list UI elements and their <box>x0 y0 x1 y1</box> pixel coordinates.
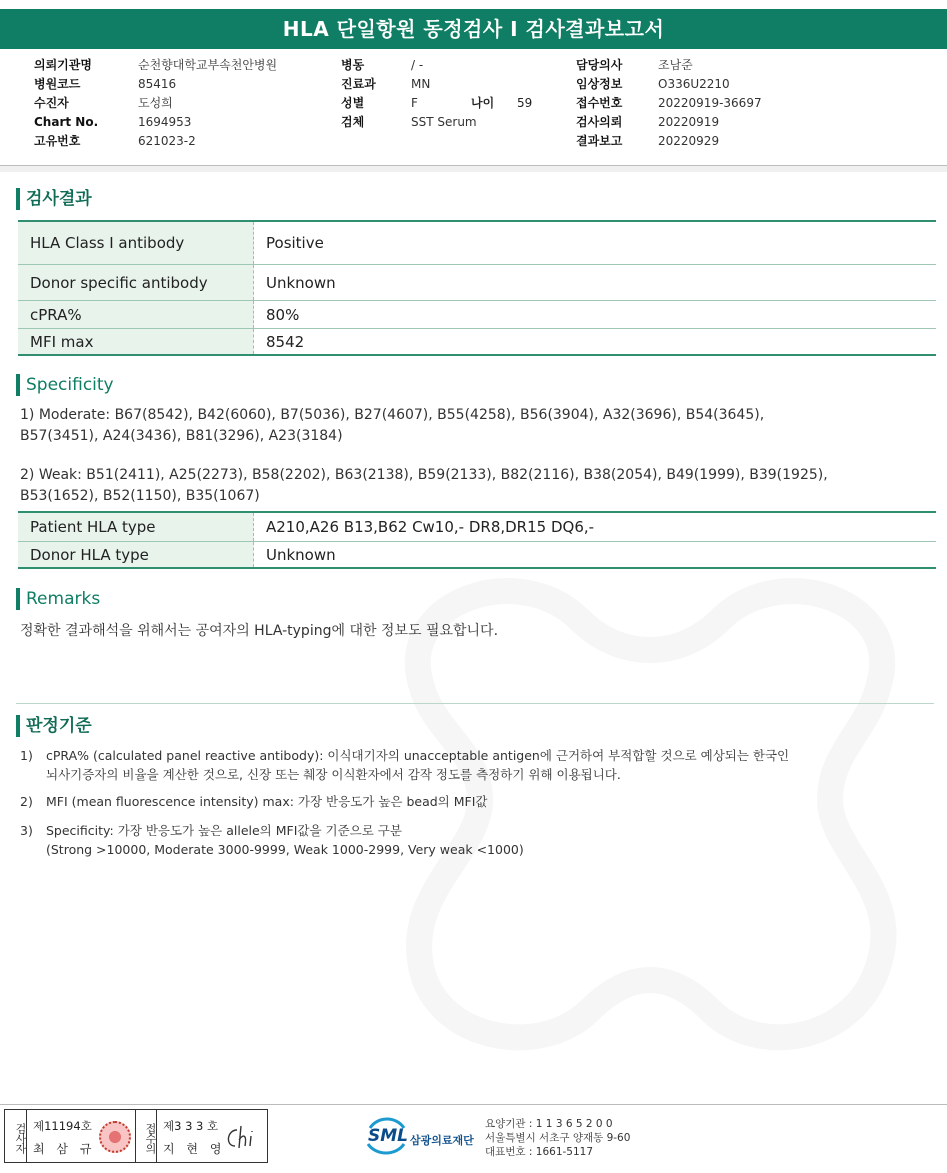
info-row: Chart No. 1694953 <box>34 115 192 129</box>
table-value: A210,A26 B13,B62 Cw10,- DR8,DR15 DQ6,- <box>266 518 595 536</box>
confirmer-license: 제3 3 3 호 <box>163 1119 219 1133</box>
table-value: Unknown <box>266 273 336 292</box>
table-row <box>18 222 936 265</box>
criteria-item: 1) cPRA% (calculated panel reactive antibody): 이식대기자의 unacceptable antigen에 근거하여 부적합할 것으로 예상되는 한국인 뇌사기증자의 비율을 계산한 것으로, 신장 또는 췌장 이식환자에서 감작 정도를 측정하기 위해 이용됩니다. <box>20 748 790 782</box>
checker-label: 검사자 <box>5 1110 27 1162</box>
divider <box>0 1104 947 1105</box>
table-label: Donor HLA type <box>18 542 254 567</box>
results-table <box>18 220 936 356</box>
table-label: Patient HLA type <box>18 513 254 541</box>
confirmer-name: 지 현 영 <box>163 1142 226 1156</box>
table-row <box>18 542 936 569</box>
info-row: 의뢰기관명 순천향대학교부속천안병원 <box>34 58 278 72</box>
report-title: HLA 단일항원 동정검사 I 검사결과보고서 <box>0 9 947 49</box>
table-value: Positive <box>266 234 324 252</box>
info-row: 결과보고 20220929 <box>576 134 720 148</box>
criteria-item: 2) MFI (mean fluorescence intensity) max: 가장 반응도가 높은 bead의 MFI값 <box>20 794 488 809</box>
info-row: 수진자 도성희 <box>34 96 173 110</box>
table-row <box>18 265 936 301</box>
checker-name: 최 삼 규 <box>33 1142 96 1156</box>
confirmer-label: 접수의 <box>135 1110 157 1162</box>
divider <box>0 166 947 172</box>
info-row: 임상정보 O336U2210 <box>576 77 730 91</box>
hla-type-table <box>18 511 936 569</box>
specificity-weak: 2) Weak: B51(2411), A25(2273), B58(2202), B63(2138), B59(2133), B82(2116), B38(2054), B49(1999), B39(1925), B53(1652), B52(1150), B35(1067) <box>20 467 828 504</box>
age-label: 나이 <box>471 96 495 110</box>
table-value: 80% <box>266 305 300 324</box>
table-label: cPRA% <box>18 301 254 328</box>
info-row: 검사의뢰 20220919 <box>576 115 720 129</box>
table-label: HLA Class I antibody <box>18 222 254 264</box>
info-row: 담당의사 조남준 <box>576 58 693 72</box>
info-row: 성별 F 나이 59 <box>341 94 477 113</box>
org-address: 요양기관 : 1 1 3 6 5 2 0 0 서울특별시 서초구 양재동 9-60 대표번호 : 1661-5117 <box>485 1118 631 1158</box>
table-row <box>18 301 936 329</box>
info-column-3 <box>576 56 762 151</box>
org-name: 삼광의료재단 <box>410 1134 474 1147</box>
info-row: 병원코드 85416 <box>34 77 177 91</box>
remarks-text: 정확한 결과해석을 위해서는 공여자의 HLA-typing에 대한 정보도 필요합니다. <box>20 623 499 639</box>
specificity-heading: Specificity <box>16 374 114 396</box>
info-row: 접수번호 20220919-36697 <box>576 96 762 110</box>
remarks-heading: Remarks <box>16 588 100 610</box>
patient-info-block <box>0 52 947 166</box>
info-row: 검체 SST Serum <box>341 115 477 129</box>
divider <box>16 703 934 704</box>
info-row: 병동 / - <box>341 58 424 72</box>
seal-stamp-icon <box>99 1121 131 1153</box>
table-row <box>18 513 936 542</box>
age-value: 59 <box>517 96 533 110</box>
signature-box <box>4 1109 268 1163</box>
results-heading: 검사결과 <box>16 188 92 210</box>
criteria-heading: 판정기준 <box>16 715 92 737</box>
table-value: 8542 <box>266 332 305 351</box>
checker-license: 제11194호 <box>33 1119 92 1133</box>
table-row <box>18 329 936 356</box>
specificity-moderate: 1) Moderate: B67(8542), B42(6060), B7(5036), B27(4607), B55(4258), B56(3904), A32(3696), B54(3645), B57(3451), A24(3436), B81(3296), A23(3184) <box>20 407 765 444</box>
signature-icon <box>223 1122 263 1154</box>
table-label: Donor specific antibody <box>18 265 254 300</box>
info-row: 진료과 MN <box>341 77 431 91</box>
table-value: Unknown <box>266 545 336 564</box>
table-label: MFI max <box>18 329 254 354</box>
info-column-2 <box>341 56 533 132</box>
criteria-item: 3) Specificity: 가장 반응도가 높은 allele의 MFI값을 기준으로 구분 (Strong >10000, Moderate 3000-9999, Weak 1000-2999, Very weak <1000) <box>20 823 524 857</box>
info-row: 고유번호 621023-2 <box>34 134 196 148</box>
info-column-1 <box>34 56 277 151</box>
sml-logo-text: SML <box>368 1126 408 1146</box>
